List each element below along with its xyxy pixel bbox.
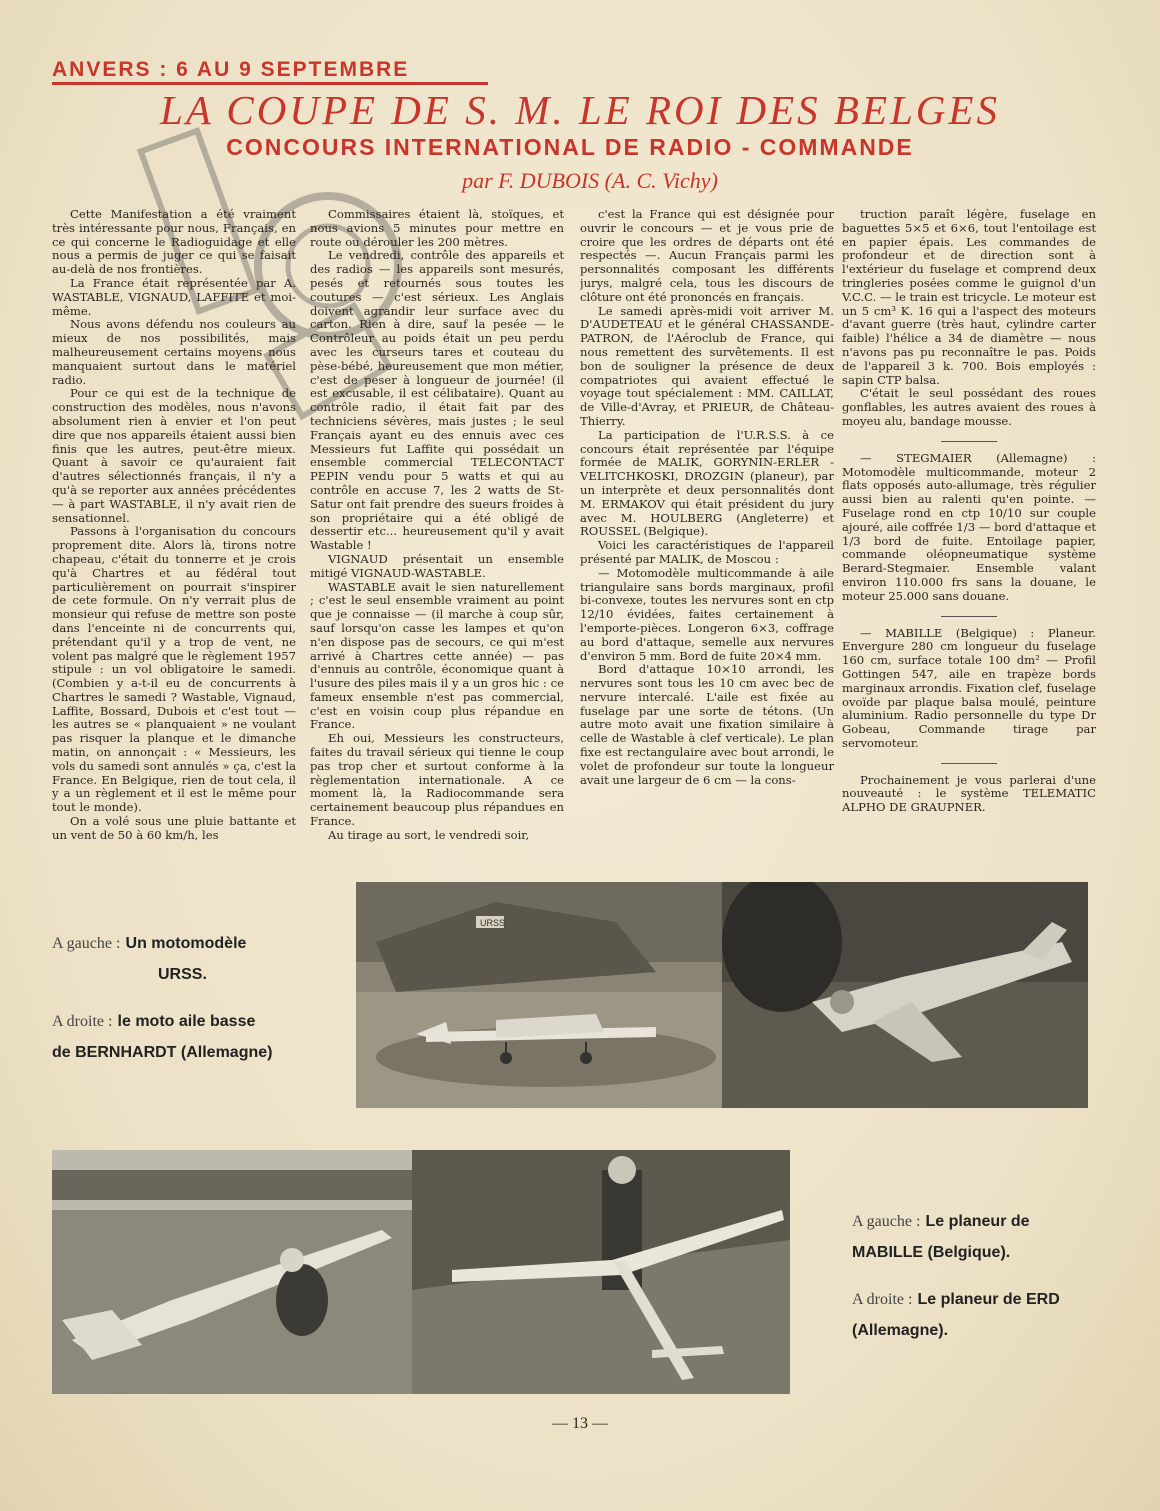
caption-left-line <box>52 928 352 959</box>
caption-bottom-photos <box>852 1206 1112 1346</box>
mabille-paragraph: — MABILLE (Belgique) : Planeur. Envergure 280 cm longueur du fuselage 160 cm, surface totale 100 dm² — Profil Gottingen 547, aile en trapèze bords marginaux arrondis. Fixation clef, fuselage ovoïde par plaque balsa moulé, peinture aluminium. Radio personnelle du type Dr Gobeau, Commande tirage par servomoteur. <box>842 625 1096 750</box>
caption-text: Un motomodèle <box>125 935 247 952</box>
page-number: — 13 — <box>552 1415 608 1432</box>
text-column-1 <box>52 208 296 868</box>
paragraph: Cette Manifestation a été vraiment très intéressante pour nous, Français, en ce qui concerne le Radioguidage et elle nous a permis de juger ce qui se faisait au-delà de nos frontières. <box>52 208 296 277</box>
paragraph: Voici les caractéristiques de l'appareil présenté par MALIK, de Moscou : <box>580 538 834 566</box>
paragraph: Nous avons défendu nos couleurs au mieux de nos possibilités, mais malheureusement certains moyens nous manquaient surtout dans le matériel radio. <box>52 317 296 387</box>
paragraph: C'était le seul possédant des roues gonflables, les autres avaient des roues à moyeu alu, bandage mousse. <box>842 386 1096 428</box>
article-byline: par F. DUBOIS (A. C. Vichy) <box>462 168 718 193</box>
paragraph: truction paraît légère, fuselage en baguettes 5×5 et 6×6, tout l'entoilage est en papier épais. Les commandes de profondeur et de direction sont à l'extérieur du fuselage et comprend deux tringleries posées comme le guignol d'un V.C.C. — le train est tricycle. Le moteur est un 5 cm³ K. 16 qui a l'aspect des moteurs d'avant guerre (très haut, cylindre carter faible) l'hélice a 34 de diamètre — nous n'avons pas pu reconnaître le pas. Poids de l'appareil 3 k. 700. Bois employés : sapin CTP balsa. <box>842 208 1096 387</box>
caption-text: Le planeur de ERD <box>917 1291 1060 1308</box>
article-title: LA COUPE DE S. M. LE ROI DES BELGES <box>160 87 1000 133</box>
urss-sign-label: URSS <box>480 918 506 928</box>
paragraph: WASTABLE avait le sien naturellement ; c'est le seul ensemble vraiment au point que je connaisse — (il marche à coup sûr, sauf lorsqu'on casse les lampes et qu'on n'en dispose pas de secours, ce qui m'est arrivé à Chartres cette année) — pas d'ennuis au contrôle, économique quant à l'usure des piles mais il y a un gros hic : ce fameux ensemble n'est pas commercial, c'est en voisin coup plus répandue en France. <box>310 579 564 732</box>
caption-text: URSS. <box>158 966 207 983</box>
caption-lead: A gauche : <box>52 935 121 952</box>
text-column-2 <box>310 208 564 868</box>
caption-lead: A droite : <box>52 1013 113 1030</box>
section-divider <box>941 763 997 764</box>
paragraph: Au tirage au sort, le vendredi soir, <box>328 827 530 842</box>
caption-text: Le planeur de <box>925 1213 1030 1230</box>
text-column-3 <box>580 208 834 868</box>
paragraph: c'est la France qui est désignée pour ouvrir le concours — et je vous prie de croire que les ordres de départs ont été respectés —. Aucun Français parmi les personnalités composant les différents jurys, malgré cela, tous les discours de clôture ont été prononcés en français. <box>580 208 834 304</box>
paragraph: — Motomodèle multicommande à aile triangulaire sans bords marginaux, profil bi-convexe, toutes les nervures sont en ctp 12/10 évidées, faites certainement à l'emporte-pièces. Longeron 6×3, coffrage au bord d'attaque, semelle aux nervures d'environ 5 mm. Bord de fuite 20×4 mm. <box>580 565 834 663</box>
photo-mabille-glider <box>52 1150 412 1394</box>
caption-text: (Allemagne). <box>852 1322 949 1339</box>
caption-text: MABILLE (Belgique). <box>852 1244 1011 1261</box>
paragraph: La France était représentée par A. WASTABLE, VIGNAUD, LAFFITE et moi-même. <box>52 275 296 318</box>
text-column-4 <box>842 208 1096 868</box>
section-divider <box>941 441 997 442</box>
paragraph: Le samedi après-midi voit arriver M. D'AUDETEAU et le général CHASSANDE-PATRON, de l'Aéroclub de France, qui nous remettent des survêtements. Il est bon de souligner la présence de deux compatriotes qui avaient effectué le voyage tout spécialement : MM. CAILLAT, de Ville-d'Avray, et PRIEUR, de Château-Thierry. <box>580 303 834 428</box>
paragraph: Eh oui, Messieurs les constructeurs, faites du travail sérieux qui tienne le coup pas trop cher et surtout conforme à la règlementation internationale. A ce moment là, la Radiocommande sera certainement beaucoup plus répandues en France. <box>310 731 564 829</box>
paragraph: Le vendredi, contrôle des appareils et des radios — les appareils sont mesurés, pesés et retournés sous toutes les coutures — c'est sérieux. Les Anglais doivent agrandir leur surface avec du carton. Rien à dire, sauf la pesée — le Contrôleur au poids était un peu perdu avec les curseurs tares et couteau du pèse-bébé, heureusement que mon métier, c'est de peser à longueur de journée! (il est excusable, il est célibataire). Quant au contrôle radio, il était fait par des techniciens sévères, mais justes ; le seul Français ayant eu des ennuis avec ces Messieurs fut Laffite qui possédait un ensemble commercial TELECONTACT PEPIN vendu pour 5 watts et qui au contrôle en accuse 7, les 2 watts de St-Satur ont fait prendre des sueurs froides à son propriétaire qui a été obligé de dessertir etc... heureusement qu'il y avait Wastable ! <box>310 248 564 553</box>
paragraph: Commissaires étaient là, stoïques, et nous avions 5 minutes pour mettre en route ou dérouler les 200 mètres. <box>310 208 564 249</box>
stegmaier-paragraph: — STEGMAIER (Allemagne) : Motomodèle multicommande, moteur 2 flats opposés auto-allumage, très régulier aussi bien au ralenti qu'en pointe. — Fuselage rond en ctp 10/10 sur couple ajouré, aile coffrée 1/3 — bord d'attaque et 1/3 bord de fuite. Entoilage papier, commande oléopneumatique système Berard-Stegmaier. Ensemble valant environ 110.000 frs sans la douane, le moteur 25.000 sans douane. <box>842 450 1096 603</box>
photo-erd-glider <box>412 1150 790 1394</box>
paragraph: On a volé sous une pluie battante et un vent de 50 à 60 km/h, les <box>52 814 296 842</box>
caption-right-line <box>52 1006 352 1037</box>
photo-bernhardt-motomodel <box>722 882 1088 1108</box>
section-divider <box>941 616 997 617</box>
kicker-headline: ANVERS : 6 AU 9 SEPTEMBRE <box>52 58 488 85</box>
article-subtitle: CONCOURS INTERNATIONAL DE RADIO - COMMANDE <box>226 134 914 160</box>
closing-paragraph: Prochainement je vous parlerai d'une nouveauté : le système TELEMATIC ALPHO DE GRAUPNER. <box>842 772 1096 815</box>
photo-urss-motomodel <box>356 882 722 1108</box>
caption-text: le moto aile basse <box>117 1013 256 1030</box>
paragraph: Passons à l'organisation du concours proprement dite. Alors là, tirons notre chapeau, c'était du tonnerre et je crois qu'à Chartres et au fédéral tout particulièrement on pourrait s'inspirer de cete formule. On n'y verrait plus de monsieur qui refuse de mettre son poste dans l'enceinte ni de concurrents qui, prétendant qu'il y a trop de vent, ne volent pas malgré que le règlement 1957 stipule : un vol obligatoire le samedi. (Combien y a-t-il eu de concurrents à Chartres le samedi ? Wastable, Vignaud, Laffite, Bossard, Dubois et c'est tout — les autres se « planquaient » ne voulant pas risquer la planque et le dimanche matin, on annonçait : « Messieurs, les vols du samedi sont annulés » ça, c'est la France. En Belgique, rien de tout cela, il y a un règlement et il est le même pour tout le monde). <box>52 524 296 815</box>
paragraph: Bord d'attaque 10×10 arrondi, les nervures sont tous les 10 cm avec bec de nervure intercalé. L'aile est fixée au fuselage par une sorte de tétons. (Un autre moto avait une fixation similaire à celle de Wastable à clef verticale). Le plan fixe est rectangulaire avec bout arrondi, le volet de profondeur sur toute la longueur avait une largeur de 6 cm — la cons- <box>580 662 834 787</box>
caption-lead: A gauche : <box>852 1213 921 1230</box>
paragraph: Pour ce qui est de la technique de construction des modèles, nous n'avons absolument rien à envier et l'on peut dire que nos appareils étaient aussi bien finis que les autres, peut-être mieux. Quant à savoir ce qu'auraient fait d'autres sélectionnés français, il n'y a qu'à se reporter aux années précédentes — à part WASTABLE, il n'y avait rien de sensationnel. <box>52 386 296 525</box>
caption-text: de BERNHARDT (Allemagne) <box>52 1044 273 1061</box>
caption-top-photos <box>52 928 352 1068</box>
caption-lead: A droite : <box>852 1291 913 1308</box>
paragraph: VIGNAUD présentait un ensemble mitigé VIGNAUD-WASTABLE. <box>310 551 564 580</box>
paragraph: La participation de l'U.R.S.S. à ce concours était représentée par l'équipe formée de MALIK, GORYNIN-ERLER - VELITCHKOSKI, DROZGIN (planeur), par un interprète et deux personnalités dont M. ERMAKOV qui était président du jury avec M. HOULBERG (Angleterre) et ROUSSEL (Belgique). <box>580 427 834 539</box>
